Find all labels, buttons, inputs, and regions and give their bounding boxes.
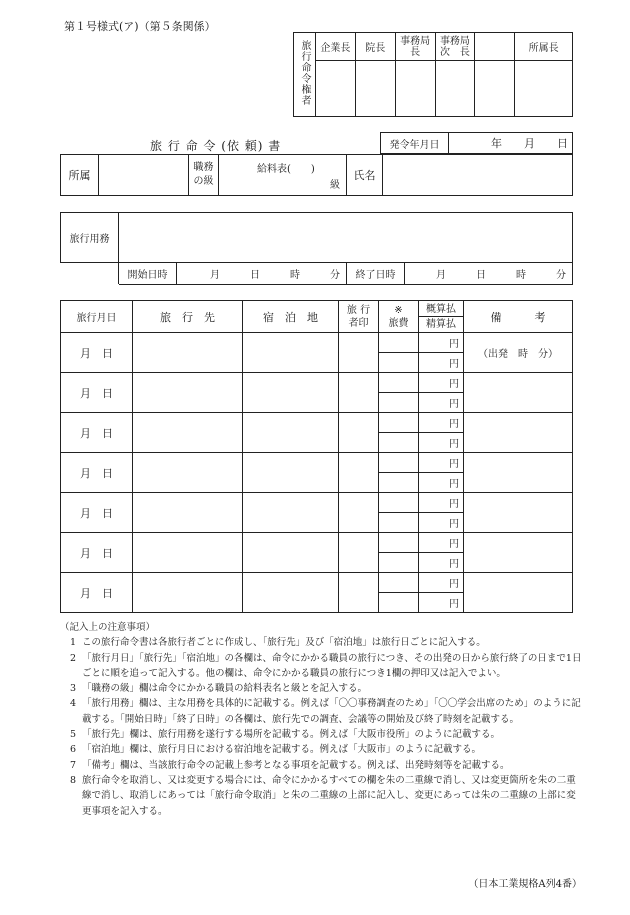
approval-header: 旅行命令権者 (294, 33, 316, 117)
trip-date-cell[interactable]: 月 日 (61, 493, 133, 533)
order-date-field[interactable]: 年 月 日 (449, 133, 573, 154)
note-item (64, 681, 584, 696)
lodging-cell[interactable] (243, 373, 339, 413)
settle-yen-cell[interactable]: 円 (419, 473, 464, 493)
salary-label: 給料表( ) (257, 164, 315, 175)
cost-cell[interactable] (379, 373, 419, 393)
purpose-label: 旅行用務 (61, 213, 119, 263)
itinerary-table (60, 300, 573, 613)
end-label: 終了日時 (347, 263, 405, 285)
approval-table (293, 32, 573, 117)
purpose-field[interactable] (119, 213, 573, 263)
note-text: 「旅行月日」「旅行先」「宿泊地」の各欄は、命令にかかる職員の旅行につき、その出発の日から旅行終了の日まで1日ごとに順を追って記入する。他の欄は、命令にかかる職員の旅行につき1欄の押印又は記入でよい。 (82, 652, 582, 679)
estimate-yen-cell[interactable]: 円 (419, 373, 464, 393)
end-field[interactable]: 月 日 時 分 (405, 263, 573, 285)
note-text: 「備考」欄は、当該旅行命令の記載上参考となる事項を記載する。例えば、出発時刻等を記載する。 (82, 759, 510, 771)
stamp-cell[interactable] (355, 61, 395, 117)
header-estimate: 概算払 (419, 302, 463, 317)
lodging-cell[interactable] (243, 413, 339, 453)
note-item (64, 696, 584, 727)
seal-cell[interactable] (339, 533, 379, 573)
itinerary-row (61, 573, 573, 593)
trip-date-cell[interactable]: 月 日 (61, 413, 133, 453)
lodging-cell[interactable] (243, 533, 339, 573)
header-date: 旅行月日 (61, 301, 133, 333)
purpose-table (60, 212, 573, 285)
itinerary-row (61, 373, 573, 393)
stamp-cell[interactable] (435, 61, 475, 117)
note-item (64, 758, 584, 773)
note-text: 「旅行先」欄は、旅行用務を遂行する場所を記載する。例えば「大阪市役所」のように記載する。 (82, 729, 501, 741)
estimate-yen-cell[interactable]: 円 (419, 493, 464, 513)
order-date-table (380, 132, 573, 154)
seal-cell[interactable] (339, 453, 379, 493)
cost-cell[interactable] (379, 433, 419, 453)
header-settle: 精算払 (426, 318, 456, 330)
note-item (64, 773, 584, 819)
footer-standard: （日本工業規格A列4番） (468, 879, 582, 890)
approval-col-6: 所属長 (515, 33, 573, 61)
seal-cell[interactable] (339, 493, 379, 533)
remarks-cell[interactable]: （出発 時 分） (464, 333, 573, 373)
affiliation-field[interactable] (99, 155, 189, 196)
estimate-yen-cell[interactable]: 円 (419, 413, 464, 433)
note-text: 旅行命令を取消し、又は変更する場合には、命令にかかるすべての欄を朱の二重線で消し、又は変更箇所を朱の二重線で消し、取消しにあっては「旅行命令取消」と朱の二重線の上部に記入し、変更にあっては朱の二重線の上部に変更事項を記入する。 (82, 774, 576, 817)
approval-col-1: 企業長 (315, 33, 355, 61)
seal-cell[interactable] (339, 373, 379, 413)
settle-yen-cell[interactable]: 円 (419, 513, 464, 533)
destination-cell[interactable] (133, 573, 243, 613)
cost-cell[interactable] (379, 393, 419, 413)
remarks-cell[interactable] (464, 453, 573, 493)
cost-cell[interactable] (379, 573, 419, 593)
cost-cell[interactable] (379, 493, 419, 513)
cost-cell[interactable] (379, 533, 419, 553)
note-number: 1 (69, 637, 77, 649)
itinerary-row (61, 493, 573, 513)
itinerary-row (61, 453, 573, 473)
header-payment (419, 301, 464, 333)
note-item (64, 651, 584, 682)
notes-section (60, 620, 584, 819)
note-item (64, 635, 584, 650)
trip-date-cell[interactable]: 月 日 (61, 533, 133, 573)
name-label: 氏名 (347, 155, 383, 196)
cost-cell[interactable] (379, 593, 419, 613)
destination-cell[interactable] (133, 453, 243, 493)
note-number: 4 (69, 698, 77, 710)
name-field[interactable] (383, 155, 573, 196)
remarks-cell[interactable] (464, 533, 573, 573)
note-text: この旅行命令書は各旅行者ごとに作成し、「旅行先」及び「宿泊地」は旅行日ごとに記入する。 (82, 637, 486, 649)
approval-col-3: 事務局長 (395, 33, 435, 61)
stamp-cell[interactable] (395, 61, 435, 117)
cost-cell[interactable] (379, 333, 419, 353)
note-number: 3 (69, 683, 77, 695)
remarks-cell[interactable] (464, 413, 573, 453)
approval-col-4: 事務局次 長 (435, 33, 475, 61)
note-text: 「宿泊地」欄は、旅行月日における宿泊地を記載する。例えば「大阪市」のように記載する。 (82, 744, 482, 756)
header-destination: 旅 行 先 (133, 301, 243, 333)
grade-unit: 級 (330, 180, 340, 191)
destination-cell[interactable] (133, 333, 243, 373)
trip-date-cell[interactable]: 月 日 (61, 333, 133, 373)
note-number: 5 (69, 729, 77, 741)
estimate-yen-cell[interactable]: 円 (419, 573, 464, 593)
salary-field[interactable] (219, 155, 347, 196)
approval-col-2: 院長 (355, 33, 395, 61)
header-lodging: 宿 泊 地 (243, 301, 339, 333)
lodging-cell[interactable] (243, 453, 339, 493)
estimate-yen-cell[interactable]: 円 (419, 333, 464, 353)
settle-yen-cell[interactable]: 円 (419, 353, 464, 373)
notes-heading: （記入上の注意事項） (60, 622, 156, 633)
cost-cell[interactable] (379, 353, 419, 373)
note-number: 6 (69, 744, 77, 756)
cost-cell[interactable] (379, 553, 419, 573)
remarks-cell[interactable] (464, 573, 573, 613)
order-date-label: 発令年月日 (381, 133, 449, 154)
note-number: 8 (69, 774, 77, 786)
stamp-cell[interactable] (475, 61, 515, 117)
estimate-yen-cell[interactable]: 円 (419, 533, 464, 553)
remarks-cell[interactable] (464, 493, 573, 533)
cost-cell[interactable] (379, 473, 419, 493)
remarks-cell[interactable] (464, 373, 573, 413)
destination-cell[interactable] (133, 533, 243, 573)
seal-cell[interactable] (339, 573, 379, 613)
settle-yen-cell[interactable]: 円 (419, 433, 464, 453)
settle-yen-cell[interactable]: 円 (419, 553, 464, 573)
approval-col-5 (475, 33, 515, 61)
lodging-cell[interactable] (243, 493, 339, 533)
note-text: 「職務の級」欄は命令にかかる職員の給料表名と級とを記入する。 (82, 683, 368, 695)
trip-date-cell[interactable]: 月 日 (61, 453, 133, 493)
itinerary-row (61, 413, 573, 433)
note-number: 7 (69, 759, 77, 771)
destination-cell[interactable] (133, 493, 243, 533)
destination-cell[interactable] (133, 413, 243, 453)
start-field[interactable]: 月 日 時 分 (177, 263, 347, 285)
stamp-cell[interactable] (315, 61, 355, 117)
itinerary-row (61, 333, 573, 353)
note-item (64, 742, 584, 757)
form-title: 旅 行 命 令 (依 頼) 書 (150, 139, 282, 153)
itinerary-row (61, 533, 573, 553)
trip-date-cell[interactable]: 月 日 (61, 573, 133, 613)
estimate-yen-cell[interactable]: 円 (419, 453, 464, 473)
seal-cell[interactable] (339, 413, 379, 453)
note-item (64, 727, 584, 742)
cost-cell[interactable] (379, 413, 419, 433)
affiliation-label: 所属 (61, 155, 99, 196)
rank-label: 職務の級 (189, 155, 219, 196)
form-id: 第１号様式(ア)（第５条関係） (64, 20, 216, 33)
personnel-table (60, 154, 573, 196)
trip-date-cell[interactable]: 月 日 (61, 373, 133, 413)
start-label: 開始日時 (119, 263, 177, 285)
settle-yen-cell[interactable]: 円 (419, 393, 464, 413)
seal-cell[interactable] (339, 333, 379, 373)
destination-cell[interactable] (133, 373, 243, 413)
cost-cell[interactable] (379, 513, 419, 533)
note-number: 2 (69, 652, 77, 664)
header-remarks: 備 考 (464, 301, 573, 333)
header-cost: ※ 旅費 (379, 301, 419, 333)
lodging-cell[interactable] (243, 333, 339, 373)
stamp-cell[interactable] (515, 61, 573, 117)
cost-cell[interactable] (379, 453, 419, 473)
header-seal: 旅 行 者印 (339, 301, 379, 333)
settle-yen-cell[interactable]: 円 (419, 593, 464, 613)
note-text: 「旅行用務」欄は、主な用務を具体的に記載する。例えば「〇〇事務調査のため」「〇〇学会出席のため」のように記載する。「開始日時」「終了日時」の各欄は、旅行先での調査、会議等の開始及び終了時刻を記載する。 (82, 698, 581, 725)
lodging-cell[interactable] (243, 573, 339, 613)
